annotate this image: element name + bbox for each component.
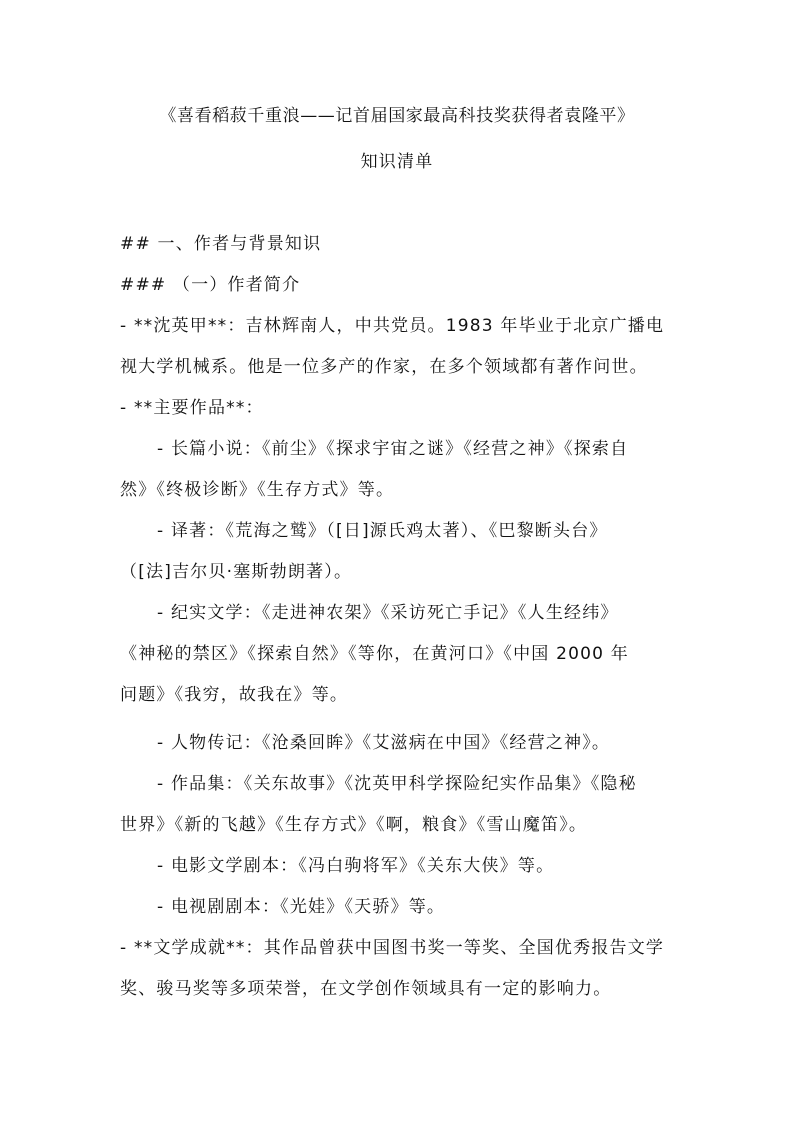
section-heading: ## 一、作者与背景知识 bbox=[120, 234, 322, 254]
documentary-line: 问题》《我穷，故我在》等。 bbox=[120, 685, 349, 705]
translations-line: （[法]吉尔贝·塞斯勃朗著）。 bbox=[120, 562, 353, 582]
tv-scripts-line: - 电视剧剧本：《光娃》《天骄》等。 bbox=[157, 897, 446, 917]
subsection-heading: ### （一）作者简介 bbox=[120, 275, 301, 295]
documentary-line: 《神秘的禁区》《探索自然》《等你，在黄河口》《中国 2000 年 bbox=[120, 644, 629, 664]
document-title: 《喜看稻菽千重浪——记首届国家最高科技奖获得者袁隆平》 bbox=[159, 106, 635, 126]
documentary-line: - 纪实文学：《走进神农架》《采访死亡手记》《人生经纬》 bbox=[157, 603, 619, 623]
document-subtitle: 知识清单 bbox=[360, 152, 434, 172]
author-bio-line: 视大学机械系。他是一位多产的作家，在多个领域都有著作问世。 bbox=[120, 357, 648, 377]
achievement-line: 奖、骏马奖等多项荣誉，在文学创作领域具有一定的影响力。 bbox=[120, 979, 612, 999]
translations-line: - 译著：《荒海之鹫》（[日]源氏鸡太著）、《巴黎断头台》 bbox=[157, 521, 608, 541]
biography-line: - 人物传记：《沧桑回眸》《艾滋病在中国》《经营之神》。 bbox=[157, 733, 611, 753]
novels-line: 然》《终极诊断》《生存方式》等。 bbox=[120, 480, 395, 500]
collections-line: 世界》《新的飞越》《生存方式》《啊，粮食》《雪山魔笛》。 bbox=[120, 815, 588, 835]
novels-line: - 长篇小说：《前尘》《探求宇宙之谜》《经营之神》《探索自 bbox=[157, 439, 629, 459]
achievement-line: - **文学成就**：其作品曾获中国图书奖一等奖、全国优秀报告文学 bbox=[120, 938, 665, 958]
film-scripts-line: - 电影文学剧本：《冯白驹将军》《关东大侠》等。 bbox=[157, 856, 555, 876]
works-heading: - **主要作品**： bbox=[120, 398, 264, 418]
author-bio-line: - **沈英甲**：吉林辉南人，中共党员。1983 年毕业于北京广播电 bbox=[120, 316, 665, 336]
collections-line: - 作品集：《关东故事》《沈英甲科学探险纪实作品集》《隐秘 bbox=[157, 774, 637, 794]
